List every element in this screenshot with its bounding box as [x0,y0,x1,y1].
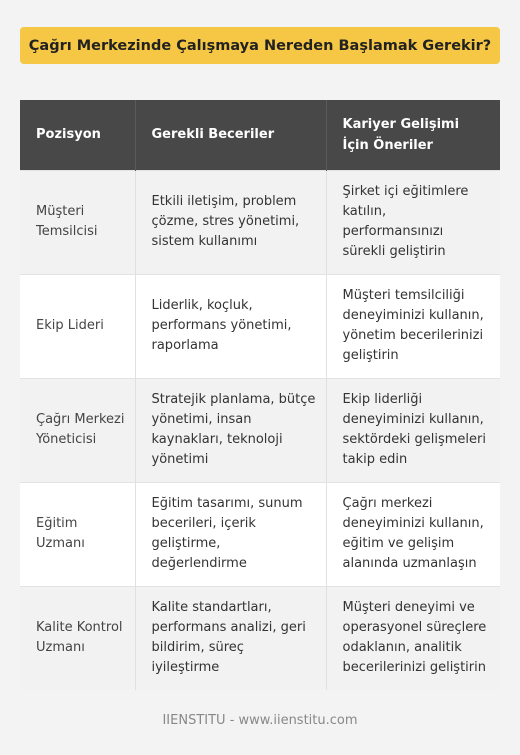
header-skills: Gerekli Beceriler [135,100,326,170]
footer-credit: IIENSTITU - www.iienstitu.com [162,713,358,728]
cell-skills: Stratejik planlama, bütçe yönetimi, insan kaynakları, teknoloji yönetimi [135,378,326,482]
cell-career-tips: Ekip liderliği deneyiminizi kullanın, sektördeki gelişmeleri takip edin [326,378,500,482]
table-row [20,274,500,378]
page-title: Çağrı Merkezinde Çalışmaya Nereden Başlamak Gerekir? [20,27,500,64]
career-table [20,100,500,690]
cell-career-tips: Müşteri temsilciliği deneyiminizi kullanın, yönetim becerilerinizi geliştirin [326,274,500,378]
cell-skills: Liderlik, koçluk, performans yönetimi, raporlama [135,274,326,378]
cell-career-tips: Müşteri deneyimi ve operasyonel süreçlere odaklanın, analitik becerilerinizi geliştirin [326,586,500,690]
cell-career-tips: Çağrı merkezi deneyiminizi kullanın, eğitim ve gelişim alanında uzmanlaşın [326,482,500,586]
cell-skills: Kalite standartları, performans analizi, geri bildirim, süreç iyileştirme [135,586,326,690]
cell-position: Ekip Lideri [20,274,135,378]
table-row [20,378,500,482]
table-row [20,170,500,274]
cell-position: Eğitim Uzmanı [20,482,135,586]
cell-career-tips: Şirket içi eğitimlere katılın, performansınızı sürekli geliştirin [326,170,500,274]
cell-skills: Etkili iletişim, problem çözme, stres yönetimi, sistem kullanımı [135,170,326,274]
header-position: Pozisyon [20,100,135,170]
cell-position: Müşteri Temsilcisi [20,170,135,274]
cell-skills: Eğitim tasarımı, sunum becerileri, içerik geliştirme, değerlendirme [135,482,326,586]
cell-position: Çağrı Merkezi Yöneticisi [20,378,135,482]
header-career-tips: Kariyer Gelişimi İçin Öneriler [326,100,500,170]
table-row [20,586,500,690]
table-row [20,482,500,586]
cell-position: Kalite Kontrol Uzmanı [20,586,135,690]
table-header-row [20,100,500,170]
